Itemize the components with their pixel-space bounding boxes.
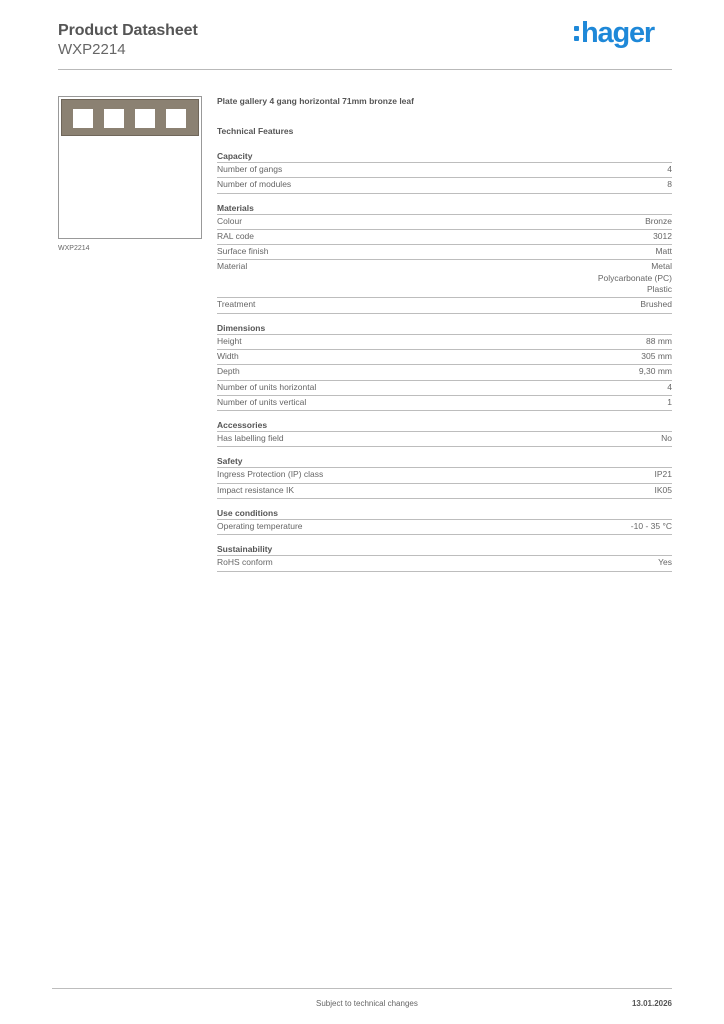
spec-value-line: 9,30 mm: [638, 366, 672, 377]
spec-row: [217, 520, 672, 535]
page-header: [58, 17, 672, 70]
spec-section: [217, 507, 672, 535]
logo-wordmark: hager: [581, 17, 654, 49]
spec-row: [217, 381, 672, 396]
spec-value: [646, 336, 672, 347]
page-title: Product Datasheet: [58, 22, 198, 39]
spec-label: Number of gangs: [217, 164, 283, 174]
logo-colon-mark: [574, 26, 579, 41]
spec-section: [217, 202, 672, 314]
spec-value-line: Polycarbonate (PC): [597, 272, 672, 283]
product-details: [217, 96, 672, 580]
spec-label: Operating temperature: [217, 521, 303, 532]
hager-logo: [574, 19, 654, 48]
spec-row: [217, 230, 672, 245]
spec-value: [667, 179, 672, 190]
spec-value: [667, 397, 672, 408]
section-title: Use conditions: [217, 507, 672, 520]
page-footer: [52, 988, 672, 1018]
image-caption: WXP2214: [58, 245, 90, 252]
spec-value-line: 4: [667, 164, 672, 174]
spec-value-line: -10 - 35 °C: [630, 521, 672, 532]
spec-value: [661, 433, 672, 444]
spec-value-line: Plastic: [646, 284, 672, 295]
spec-label: Number of units vertical: [217, 396, 307, 407]
spec-label: Has labelling field: [217, 433, 284, 444]
spec-value-line: Yes: [658, 557, 672, 568]
spec-label: RAL code: [217, 230, 255, 241]
spec-value-line: 88 mm: [646, 335, 672, 346]
spec-value: [640, 299, 672, 310]
spec-label: RoHS conform: [217, 557, 273, 568]
spec-value-line: 8: [667, 179, 672, 190]
spec-label: Material: [217, 261, 248, 272]
spec-value: [653, 231, 672, 242]
plate-window: [104, 109, 124, 128]
spec-row: [217, 350, 672, 365]
spec-value-line: No: [661, 433, 672, 444]
spec-value-line: Matt: [655, 246, 672, 257]
spec-value: [641, 351, 672, 362]
spec-row: [217, 396, 672, 411]
spec-section: [217, 150, 672, 194]
spec-label: Height: [217, 335, 242, 346]
section-title: Capacity: [217, 150, 672, 163]
spec-label: Number of modules: [217, 179, 292, 190]
spec-row: [217, 432, 672, 447]
section-title: Accessories: [217, 419, 672, 432]
spec-value: [645, 216, 672, 227]
spec-row: [217, 260, 672, 298]
footer-date: 13.01.2026: [631, 999, 672, 1008]
spec-row: [217, 365, 672, 380]
bronze-plate-illustration: [61, 99, 199, 136]
spec-section: [217, 322, 672, 411]
logo-dot: [574, 26, 579, 31]
spec-row: [217, 298, 672, 313]
spec-row: [217, 215, 672, 230]
section-title: Safety: [217, 455, 672, 468]
spec-value: [598, 261, 672, 295]
spec-value-line: IP21: [654, 469, 672, 480]
spec-label: Number of units horizontal: [217, 381, 317, 392]
spec-value: [655, 469, 673, 480]
spec-value: [667, 164, 672, 175]
logo-dot: [574, 36, 579, 41]
spec-value-line: 4: [667, 381, 672, 392]
spec-value-line: 1: [667, 396, 672, 407]
spec-value: [655, 246, 672, 257]
section-title: Materials: [217, 202, 672, 215]
spec-value-line: Metal: [651, 261, 672, 272]
spec-sections: [217, 150, 672, 572]
spec-label: Treatment: [217, 299, 256, 310]
plate-window: [135, 109, 155, 128]
spec-value: [655, 485, 673, 496]
section-title: Dimensions: [217, 322, 672, 335]
spec-row: [217, 163, 672, 178]
spec-value: [639, 366, 672, 377]
spec-value: [658, 557, 672, 568]
spec-value-line: Bronze: [645, 215, 672, 226]
spec-value-line: Brushed: [640, 299, 672, 310]
technical-features-heading: Technical Features: [217, 126, 294, 136]
plate-window: [166, 109, 186, 128]
spec-section: [217, 455, 672, 499]
spec-row: [217, 178, 672, 193]
spec-row: [217, 335, 672, 350]
product-reference: WXP2214: [58, 41, 126, 58]
spec-row: [217, 556, 672, 571]
spec-value-line: 3012: [653, 230, 672, 241]
section-title: Sustainability: [217, 543, 672, 556]
spec-row: [217, 484, 672, 499]
spec-label: Surface finish: [217, 246, 269, 257]
spec-value-line: IK05: [654, 484, 672, 495]
spec-value-line: 305 mm: [641, 350, 672, 361]
spec-label: Colour: [217, 215, 243, 226]
spec-value: [667, 382, 672, 393]
spec-label: Impact resistance IK: [217, 484, 295, 495]
plate-window: [73, 109, 93, 128]
spec-section: [217, 419, 672, 447]
product-image: [58, 96, 202, 239]
spec-label: Depth: [217, 366, 240, 377]
spec-value: [631, 521, 672, 532]
spec-row: [217, 468, 672, 483]
spec-label: Width: [217, 350, 239, 361]
product-name: Plate gallery 4 gang horizontal 71mm bronze leaf: [217, 96, 414, 106]
spec-section: [217, 543, 672, 571]
spec-label: Ingress Protection (IP) class: [217, 469, 324, 480]
spec-row: [217, 245, 672, 260]
footer-note: Subject to technical changes: [316, 999, 418, 1008]
